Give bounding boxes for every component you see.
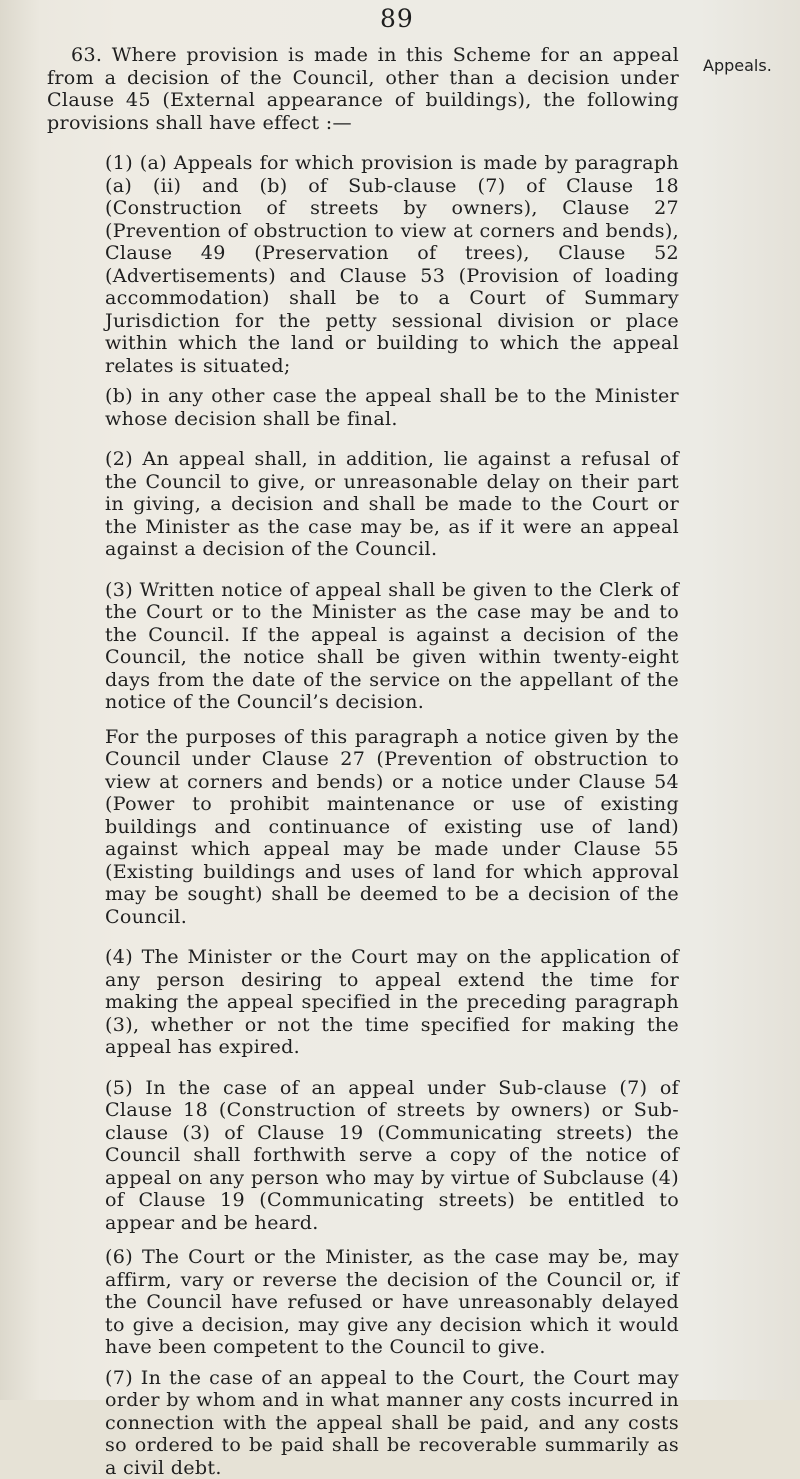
paragraph-7: (7) In the case of an appeal to the Court, the Court may order by whom and in what manner any costs incurred in connection with the appeal shall be paid, and any costs so ordered to be paid shall be recoverable summarily as a civil debt. xyxy=(47,1367,679,1479)
margin-note: Appeals. xyxy=(703,56,772,75)
paragraph-1a: (1) (a) Appeals for which provision is made by paragraph (a) (ii) and (b) of Sub-clause (7) of Clause 18 (Construction of streets by owners), Clause 27 (Prevention of obstruction to view at corners and bends), Clause 49 (Preservation of trees), Clause 52 (Advertisements) and Clause 53 (Provision of loading accommodation) shall be to a Court of Summary Jurisdiction for the petty sessional division or place within which the land or building to which the appeal relates is situated; xyxy=(47,152,679,377)
paragraph-6: (6) The Court or the Minister, as the case may be, may affirm, vary or reverse the decision of the Council or, if the Council have refused or have unreasonably delayed to give a decision, may give any decision which it would have been competent to the Council to give. xyxy=(47,1246,679,1359)
body-text xyxy=(47,44,679,1479)
paragraph-2: (2) An appeal shall, in addition, lie against a refusal of the Council to give, or unreasonable delay on their part in giving, a decision and shall be made to the Court or the Minister as the case may be, as if it were an appeal against a decision of the Council. xyxy=(47,448,679,561)
paragraph-3-note: For the purposes of this paragraph a notice given by the Council under Clause 27 (Prevention of obstruction to view at corners and bends) or a notice under Clause 54 (Power to prohibit maintenance or use of existing buildings and continuance of existing use of land) against which appeal may be made under Clause 55 (Existing buildings and uses of land for which approval may be sought) shall be deemed to be a decision of the Council. xyxy=(47,726,679,929)
page-number: 89 xyxy=(380,4,414,33)
paragraph-5: (5) In the case of an appeal under Sub-clause (7) of Clause 18 (Construction of streets by owners) or Sub-clause (3) of Clause 19 (Communicating streets) the Council shall forthwith serve a copy of the notice of appeal on any person who may by virtue of Subclause (4) of Clause 19 (Communicating streets) be entitled to appear and be heard. xyxy=(47,1077,679,1235)
paragraph-3: (3) Written notice of appeal shall be given to the Clerk of the Court or to the Minister as the case may be and to the Council. If the appeal is against a decision of the Council, the notice shall be given within twenty-eight days from the date of the service on the appellant of the notice of the Council’s decision. xyxy=(47,579,679,714)
paragraph-4: (4) The Minister or the Court may on the application of any person desiring to appeal extend the time for making the appeal specified in the preceding paragraph (3), whether or not the time specified for making the appeal has expired. xyxy=(47,946,679,1059)
paragraph-1b: (b) in any other case the appeal shall be to the Minister whose decision shall be final. xyxy=(47,385,679,430)
clause-63-intro: 63. Where provision is made in this Scheme for an appeal from a decision of the Council, other than a decision under Clause 45 (External appearance of buildings), the following provisions shall have effect :— xyxy=(47,44,679,134)
